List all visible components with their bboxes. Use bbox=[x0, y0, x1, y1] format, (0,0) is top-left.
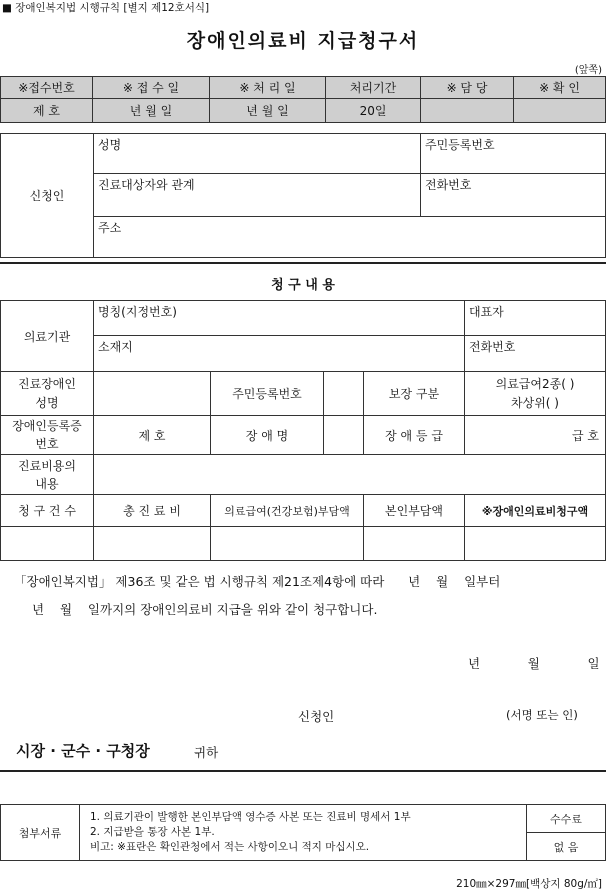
paper-spec: 210㎜×297㎜[백상지 80g/㎡] bbox=[456, 878, 602, 890]
insured-amount-label: 의료급여(건강보험)부담액 bbox=[211, 495, 364, 527]
bottom-divider bbox=[0, 770, 606, 772]
fee-label: 수수료 bbox=[527, 805, 606, 833]
institution-phone-field[interactable]: 전화번호 bbox=[465, 336, 606, 372]
statement-date: 년 월 일 bbox=[468, 656, 600, 671]
disability-type-field[interactable] bbox=[324, 416, 364, 455]
process-date-header: ※ 처 리 일 bbox=[210, 77, 326, 99]
page-side-label: (앞쪽) bbox=[574, 65, 602, 76]
insured-amount-field[interactable] bbox=[211, 527, 364, 561]
receipt-table bbox=[0, 76, 606, 123]
confirm-value bbox=[514, 99, 606, 123]
receipt-date-header: ※ 접 수 일 bbox=[93, 77, 210, 99]
institution-label: 의료기관 bbox=[1, 301, 94, 372]
form-title: 장애인의료비 지급청구서 bbox=[186, 30, 420, 52]
process-period-header: 처리기간 bbox=[326, 77, 421, 99]
attachment-note: 비고: ※표란은 확인관청에서 적는 사항이오니 적지 마십시오. bbox=[90, 841, 370, 853]
registration-value[interactable]: 제 호 bbox=[94, 416, 211, 455]
claim-table bbox=[0, 300, 606, 561]
statement-line-2: 년 월 일까지의 장애인의료비 지급을 위와 같이 청구합니다. bbox=[32, 602, 378, 617]
claim-count-field[interactable] bbox=[1, 527, 94, 561]
patient-name-field[interactable] bbox=[94, 372, 211, 416]
patient-rrn-label: 주민등록번호 bbox=[211, 372, 324, 416]
form-reference: ■ 장애인복지법 시행규칙 [별지 제12호서식] bbox=[2, 2, 210, 14]
cost-content-field[interactable] bbox=[94, 455, 606, 495]
registration-label: 장애인등록증 번호 bbox=[1, 416, 94, 455]
coverage-value[interactable]: 의료급여2종( ) 차상위( ) bbox=[465, 372, 606, 416]
attachment-item-2: 2. 지급받을 통장 사본 1부. bbox=[90, 826, 215, 838]
applicant-address-field[interactable]: 주소 bbox=[94, 217, 606, 258]
attachment-list bbox=[80, 805, 527, 861]
disability-type-label: 장 애 명 bbox=[211, 416, 324, 455]
applicant-name-field[interactable]: 성명 bbox=[94, 134, 421, 174]
applicant-table bbox=[0, 133, 606, 258]
attachment-label: 첨부서류 bbox=[1, 805, 80, 861]
section-divider bbox=[0, 262, 606, 264]
patient-name-label: 진료장애인 성명 bbox=[1, 372, 94, 416]
disability-grade-value[interactable]: 급 호 bbox=[465, 416, 606, 455]
officer-value bbox=[421, 99, 514, 123]
institution-rep-field[interactable]: 대표자 bbox=[465, 301, 606, 336]
institution-location-field[interactable]: 소재지 bbox=[94, 336, 465, 372]
applicant-label: 신청인 bbox=[1, 134, 94, 258]
signer-label: 신청인 bbox=[298, 709, 335, 724]
receipt-date-value: 년 월 일 bbox=[93, 99, 210, 123]
applicant-rrn-field[interactable]: 주민등록번호 bbox=[421, 134, 606, 174]
claim-count-label: 청 구 건 수 bbox=[1, 495, 94, 527]
applicant-phone-field[interactable]: 전화번호 bbox=[421, 174, 606, 217]
attachment-item-1: 1. 의료기관이 발행한 본인부담액 영수증 사본 또는 진료비 명세서 1부 bbox=[90, 811, 411, 823]
process-period-value: 20일 bbox=[326, 99, 421, 123]
attachment-table bbox=[0, 804, 606, 861]
coverage-label: 보장 구분 bbox=[364, 372, 465, 416]
process-date-value: 년 월 일 bbox=[210, 99, 326, 123]
institution-name-field[interactable]: 명칭(지정번호) bbox=[94, 301, 465, 336]
self-pay-label: 본인부담액 bbox=[364, 495, 465, 527]
sign-label: (서명 또는 인) bbox=[506, 708, 578, 722]
recipient-title: 시장 · 군수 · 구청장 bbox=[16, 742, 150, 760]
total-cost-label: 총 진 료 비 bbox=[94, 495, 211, 527]
claim-amount-label: ※장애인의료비청구액 bbox=[465, 495, 606, 527]
claim-amount-field[interactable] bbox=[465, 527, 606, 561]
receipt-number-value: 제 호 bbox=[1, 99, 93, 123]
confirm-header: ※ 확 인 bbox=[514, 77, 606, 99]
self-pay-field[interactable] bbox=[364, 527, 465, 561]
claim-section-title: 청 구 내 용 bbox=[271, 278, 335, 293]
cost-content-label: 진료비용의 내용 bbox=[1, 455, 94, 495]
fee-value: 없 음 bbox=[527, 833, 606, 861]
total-cost-field[interactable] bbox=[94, 527, 211, 561]
disability-grade-label: 장 애 등 급 bbox=[364, 416, 465, 455]
applicant-relation-field[interactable]: 진료대상자와 관계 bbox=[94, 174, 421, 217]
officer-header: ※ 담 당 bbox=[421, 77, 514, 99]
patient-rrn-field[interactable] bbox=[324, 372, 364, 416]
recipient-honorific: 귀하 bbox=[194, 745, 219, 760]
receipt-number-header: ※접수번호 bbox=[1, 77, 93, 99]
statement-line-1: 「장애인복지법」 제36조 및 같은 법 시행규칙 제21조제4항에 따라 년 월 일부터 bbox=[14, 574, 501, 589]
